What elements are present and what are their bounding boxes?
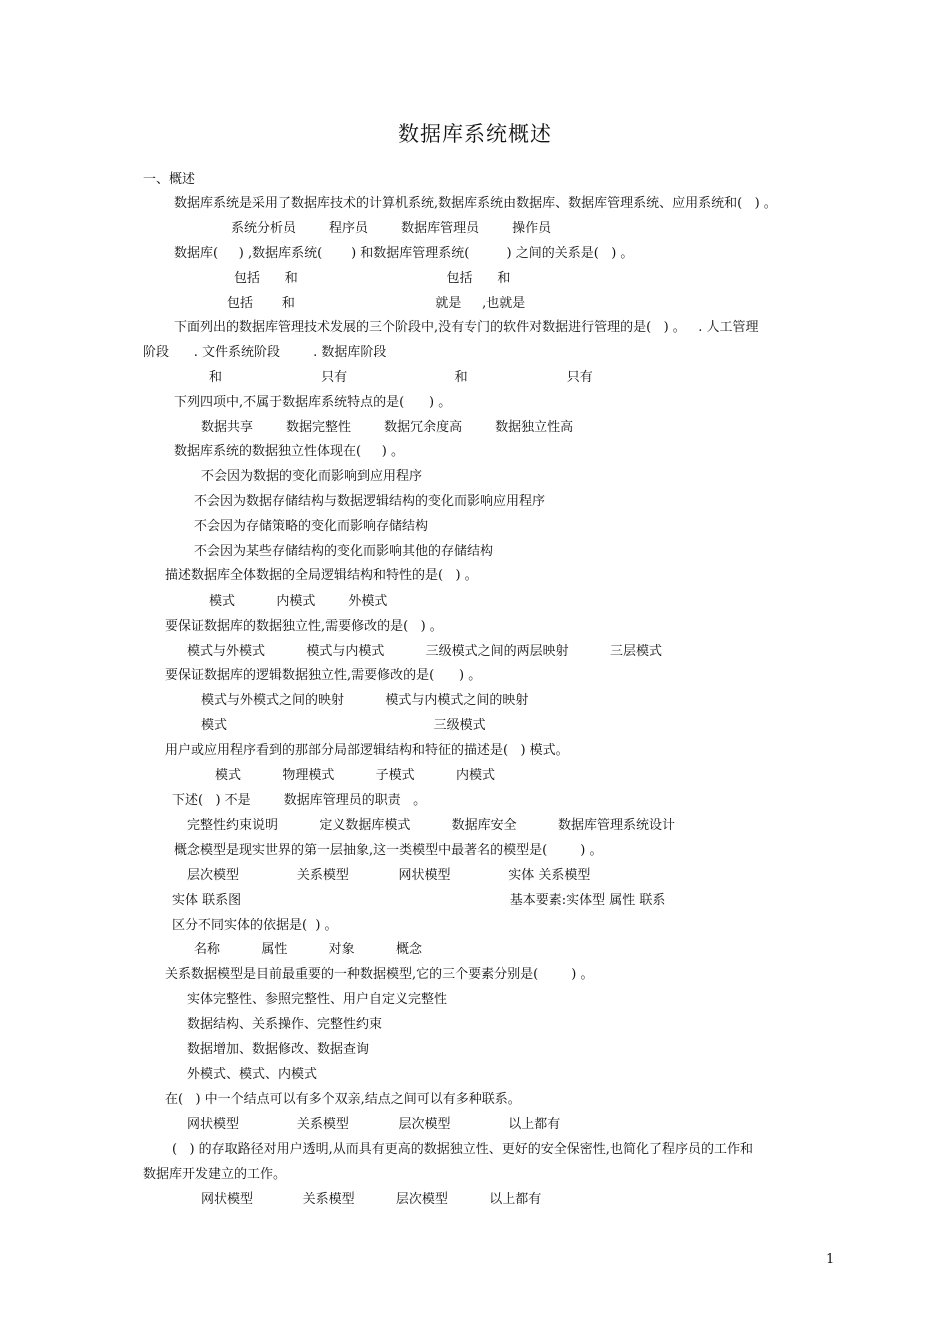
answer-options: 网状模型 关系模型 层次模型 以上都有	[187, 1117, 561, 1132]
answer-option: 外模式、模式、内模式	[187, 1067, 318, 1082]
answer-options: 模式 物理模式 子模式 内模式	[215, 768, 495, 783]
question-text: 下面列出的数据库管理技术发展的三个阶段中,没有专门的软件对数据进行管理的是( ) 。 . 人工管理	[174, 320, 759, 335]
question-text: 在( ) 中一个结点可以有多个双亲,结点之间可以有多种联系。	[165, 1092, 521, 1107]
answer-option: 数据增加、数据修改、数据查询	[187, 1042, 370, 1057]
question-text: 描述数据库全体数据的全局逻辑结构和特性的是( ) 。	[165, 568, 478, 583]
question-text: 区分不同实体的依据是( ) 。	[172, 918, 338, 933]
answer-options: 模式与外模式之间的映射 模式与内模式之间的映射	[201, 693, 529, 708]
answer-options: 网状模型 关系模型 层次模型 以上都有	[201, 1192, 542, 1207]
section-heading: 一、概述	[143, 172, 196, 187]
answer-options: 和 只有 和 只有	[209, 370, 593, 385]
answer-options: 模式与外模式 模式与内模式 三级模式之间的两层映射 三层模式	[187, 644, 662, 659]
answer-option: 数据结构、关系操作、完整性约束	[187, 1017, 383, 1032]
question-text: ( ) 的存取路径对用户透明,从而具有更高的数据独立性、更好的安全保密性,也简化了程序员的工作和	[172, 1142, 753, 1157]
question-text: 要保证数据库的数据独立性,需要修改的是( ) 。	[165, 619, 443, 634]
answer-option: 不会因为某些存储结构的变化而影响其他的存储结构	[194, 544, 494, 559]
page-number: 1	[826, 1252, 835, 1267]
question-text: 要保证数据库的逻辑数据独立性,需要修改的是( ) 。	[165, 668, 482, 683]
question-text: 用户或应用程序看到的那部分局部逻辑结构和特征的描述是( ) 模式。	[165, 743, 569, 758]
answer-options: 层次模型 关系模型 网状模型 实体 关系模型	[187, 868, 591, 883]
question-text: 数据库( ) ,数据库系统( ) 和数据库管理系统( ) 之间的关系是( ) 。	[174, 246, 634, 261]
question-text: 下述( ) 不是 数据库管理员的职责 。	[172, 793, 427, 808]
question-text: 数据库开发建立的工作。	[143, 1167, 287, 1182]
answer-options: 模式 内模式 外模式	[209, 594, 388, 609]
question-text: 下列四项中,不属于数据库系统特点的是( ) 。	[174, 395, 452, 410]
answer-options: 系统分析员 程序员 数据库管理员 操作员	[231, 221, 552, 236]
question-text: 关系数据模型是目前最重要的一种数据模型,它的三个要素分别是( ) 。	[165, 967, 594, 982]
answer-options: 完整性约束说明 定义数据库模式 数据库安全 数据库管理系统设计	[187, 818, 675, 833]
answer-options: 包括 和 包括 和	[234, 271, 511, 286]
answer-options: 包括 和 就是 ,也就是	[227, 296, 526, 311]
question-text: 概念模型是现实世界的第一层抽象,这一类模型中最著名的模型是( ) 。	[174, 843, 603, 858]
answer-options: 模式 三级模式	[201, 718, 486, 733]
answer-option: 实体完整性、参照完整性、用户自定义完整性	[187, 992, 448, 1007]
answer-option: 不会因为数据存储结构与数据逻辑结构的变化而影响应用程序	[194, 494, 546, 509]
question-text: 数据库系统的数据独立性体现在( ) 。	[174, 444, 404, 459]
answer-options: 数据共享 数据完整性 数据冗余度高 数据独立性高	[201, 420, 574, 435]
answer-note: 实体 联系图 基本要素:实体型 属性 联系	[172, 893, 666, 908]
question-text: 数据库系统是采用了数据库技术的计算机系统,数据库系统由数据库、数据库管理系统、应用系统和( ) 。	[174, 196, 777, 211]
answer-options: 名称 属性 对象 概念	[194, 942, 422, 957]
answer-option: 不会因为存储策略的变化而影响存储结构	[194, 519, 429, 534]
answer-option: 不会因为数据的变化而影响到应用程序	[201, 469, 423, 484]
question-text: 阶段 . 文件系统阶段 . 数据库阶段	[143, 345, 387, 360]
page-title: 数据库系统概述	[398, 122, 552, 146]
